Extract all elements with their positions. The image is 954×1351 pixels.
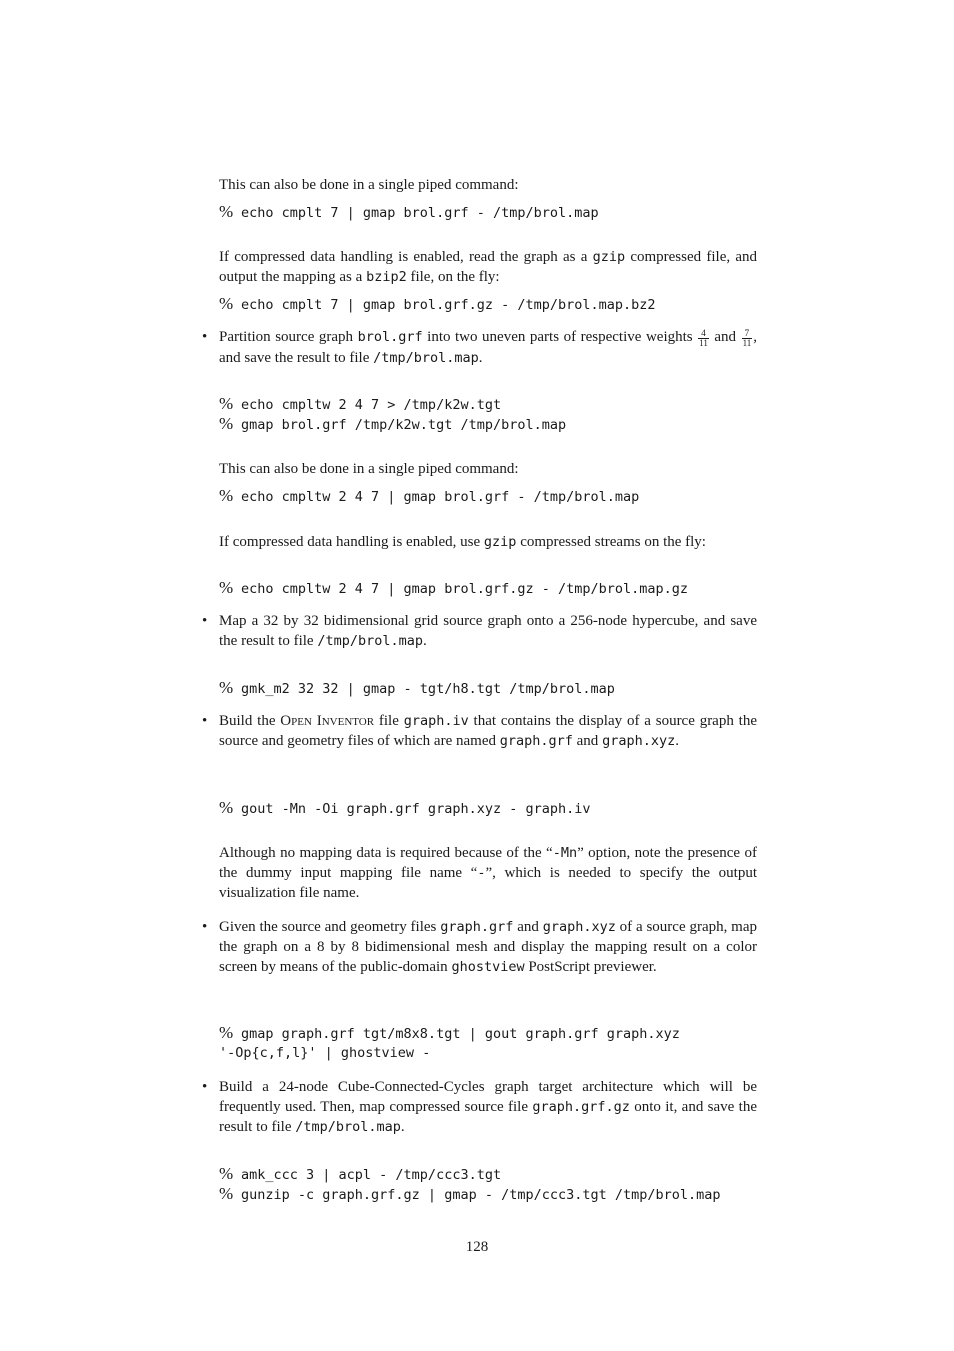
bullet-marker: • (202, 613, 208, 629)
code-line: % echo cmpltw 2 4 7 | gmap brol.grf.gz - /tmp/brol.map.gz (219, 578, 689, 597)
code-line: % gout -Mn -Oi graph.grf graph.xyz - graph.iv (219, 798, 591, 817)
code-line: % echo cmpltw 2 4 7 > /tmp/k2w.tgt (219, 394, 502, 413)
paragraph: This can also be done in a single piped command: (219, 461, 519, 477)
list-item: Partition source graph brol.grf into two uneven parts of respective weights $\frac{4}{11}$ and $\frac{7}{11}$ , and save the result to file /tmp/brol.map. (219, 328, 757, 366)
bullet-marker: • (202, 1079, 208, 1095)
code-line: % echo cmplt 7 | gmap brol.grf - /tmp/brol.map (219, 202, 599, 221)
list-item: Build the Open Inventor file graph.iv that contains the display of a source graph the source and geometry files of which are named graph.grf and graph.xyz. (219, 713, 757, 749)
paragraph: This can also be done in a single piped command: (219, 177, 519, 193)
page-number: 128 (465, 1239, 489, 1255)
bullet-marker: • (202, 713, 208, 729)
bullet-marker: • (202, 919, 208, 935)
paragraph: If compressed data handling is enabled, read the graph as a gzip compressed file, and output the mapping as a bzip2 file, on the fly: (219, 249, 757, 285)
code-line: % amk_ccc 3 | acpl - /tmp/ccc3.tgt (219, 1164, 502, 1183)
code-line: % echo cmpltw 2 4 7 | gmap brol.grf - /tmp/brol.map (219, 486, 640, 505)
list-item: Map a 32 by 32 bidimensional grid source graph onto a 256-node hypercube, and save the result to file /tmp/brol.map. (219, 613, 757, 649)
bullet-marker: • (202, 329, 208, 345)
fraction: $\frac{7}{11}$ (742, 328, 752, 348)
code-line: % gmk_m2 32 32 | gmap - tgt/h8.tgt /tmp/brol.map (219, 678, 615, 697)
code-line: % gmap brol.grf /tmp/k2w.tgt /tmp/brol.map (219, 414, 567, 433)
code-line: % gmap graph.grf tgt/m8x8.tgt | gout graph.grf graph.xyz (219, 1023, 680, 1042)
list-item: Given the source and geometry files graph.grf and graph.xyz of a source graph, map the graph on a 8 by 8 bidimensional mesh and display the mapping result on a color screen by means of the public-domain ghostview PostScript previewer. (219, 919, 757, 975)
fraction: $\frac{4}{11}$ (699, 328, 708, 348)
code-line: '-Op{c,f,l}' | ghostview - (219, 1045, 431, 1061)
code-line: % gunzip -c graph.grf.gz | gmap - /tmp/ccc3.tgt /tmp/brol.map (219, 1184, 721, 1203)
paragraph: If compressed data handling is enabled, use gzip compressed streams on the fly: (219, 534, 706, 550)
paragraph: Although no mapping data is required because of the “-Mn” option, note the presence of the dummy input mapping file name “-”, which is needed to specify the output visualization file name. (219, 845, 758, 901)
code-line: % echo cmplt 7 | gmap brol.grf.gz - /tmp/brol.map.bz2 (219, 294, 656, 313)
list-item: Build a 24-node Cube-Connected-Cycles graph target architecture which will be frequently used. Then, map compressed source file graph.grf.gz onto it, and save the result to file /tmp/brol.map. (219, 1079, 758, 1135)
